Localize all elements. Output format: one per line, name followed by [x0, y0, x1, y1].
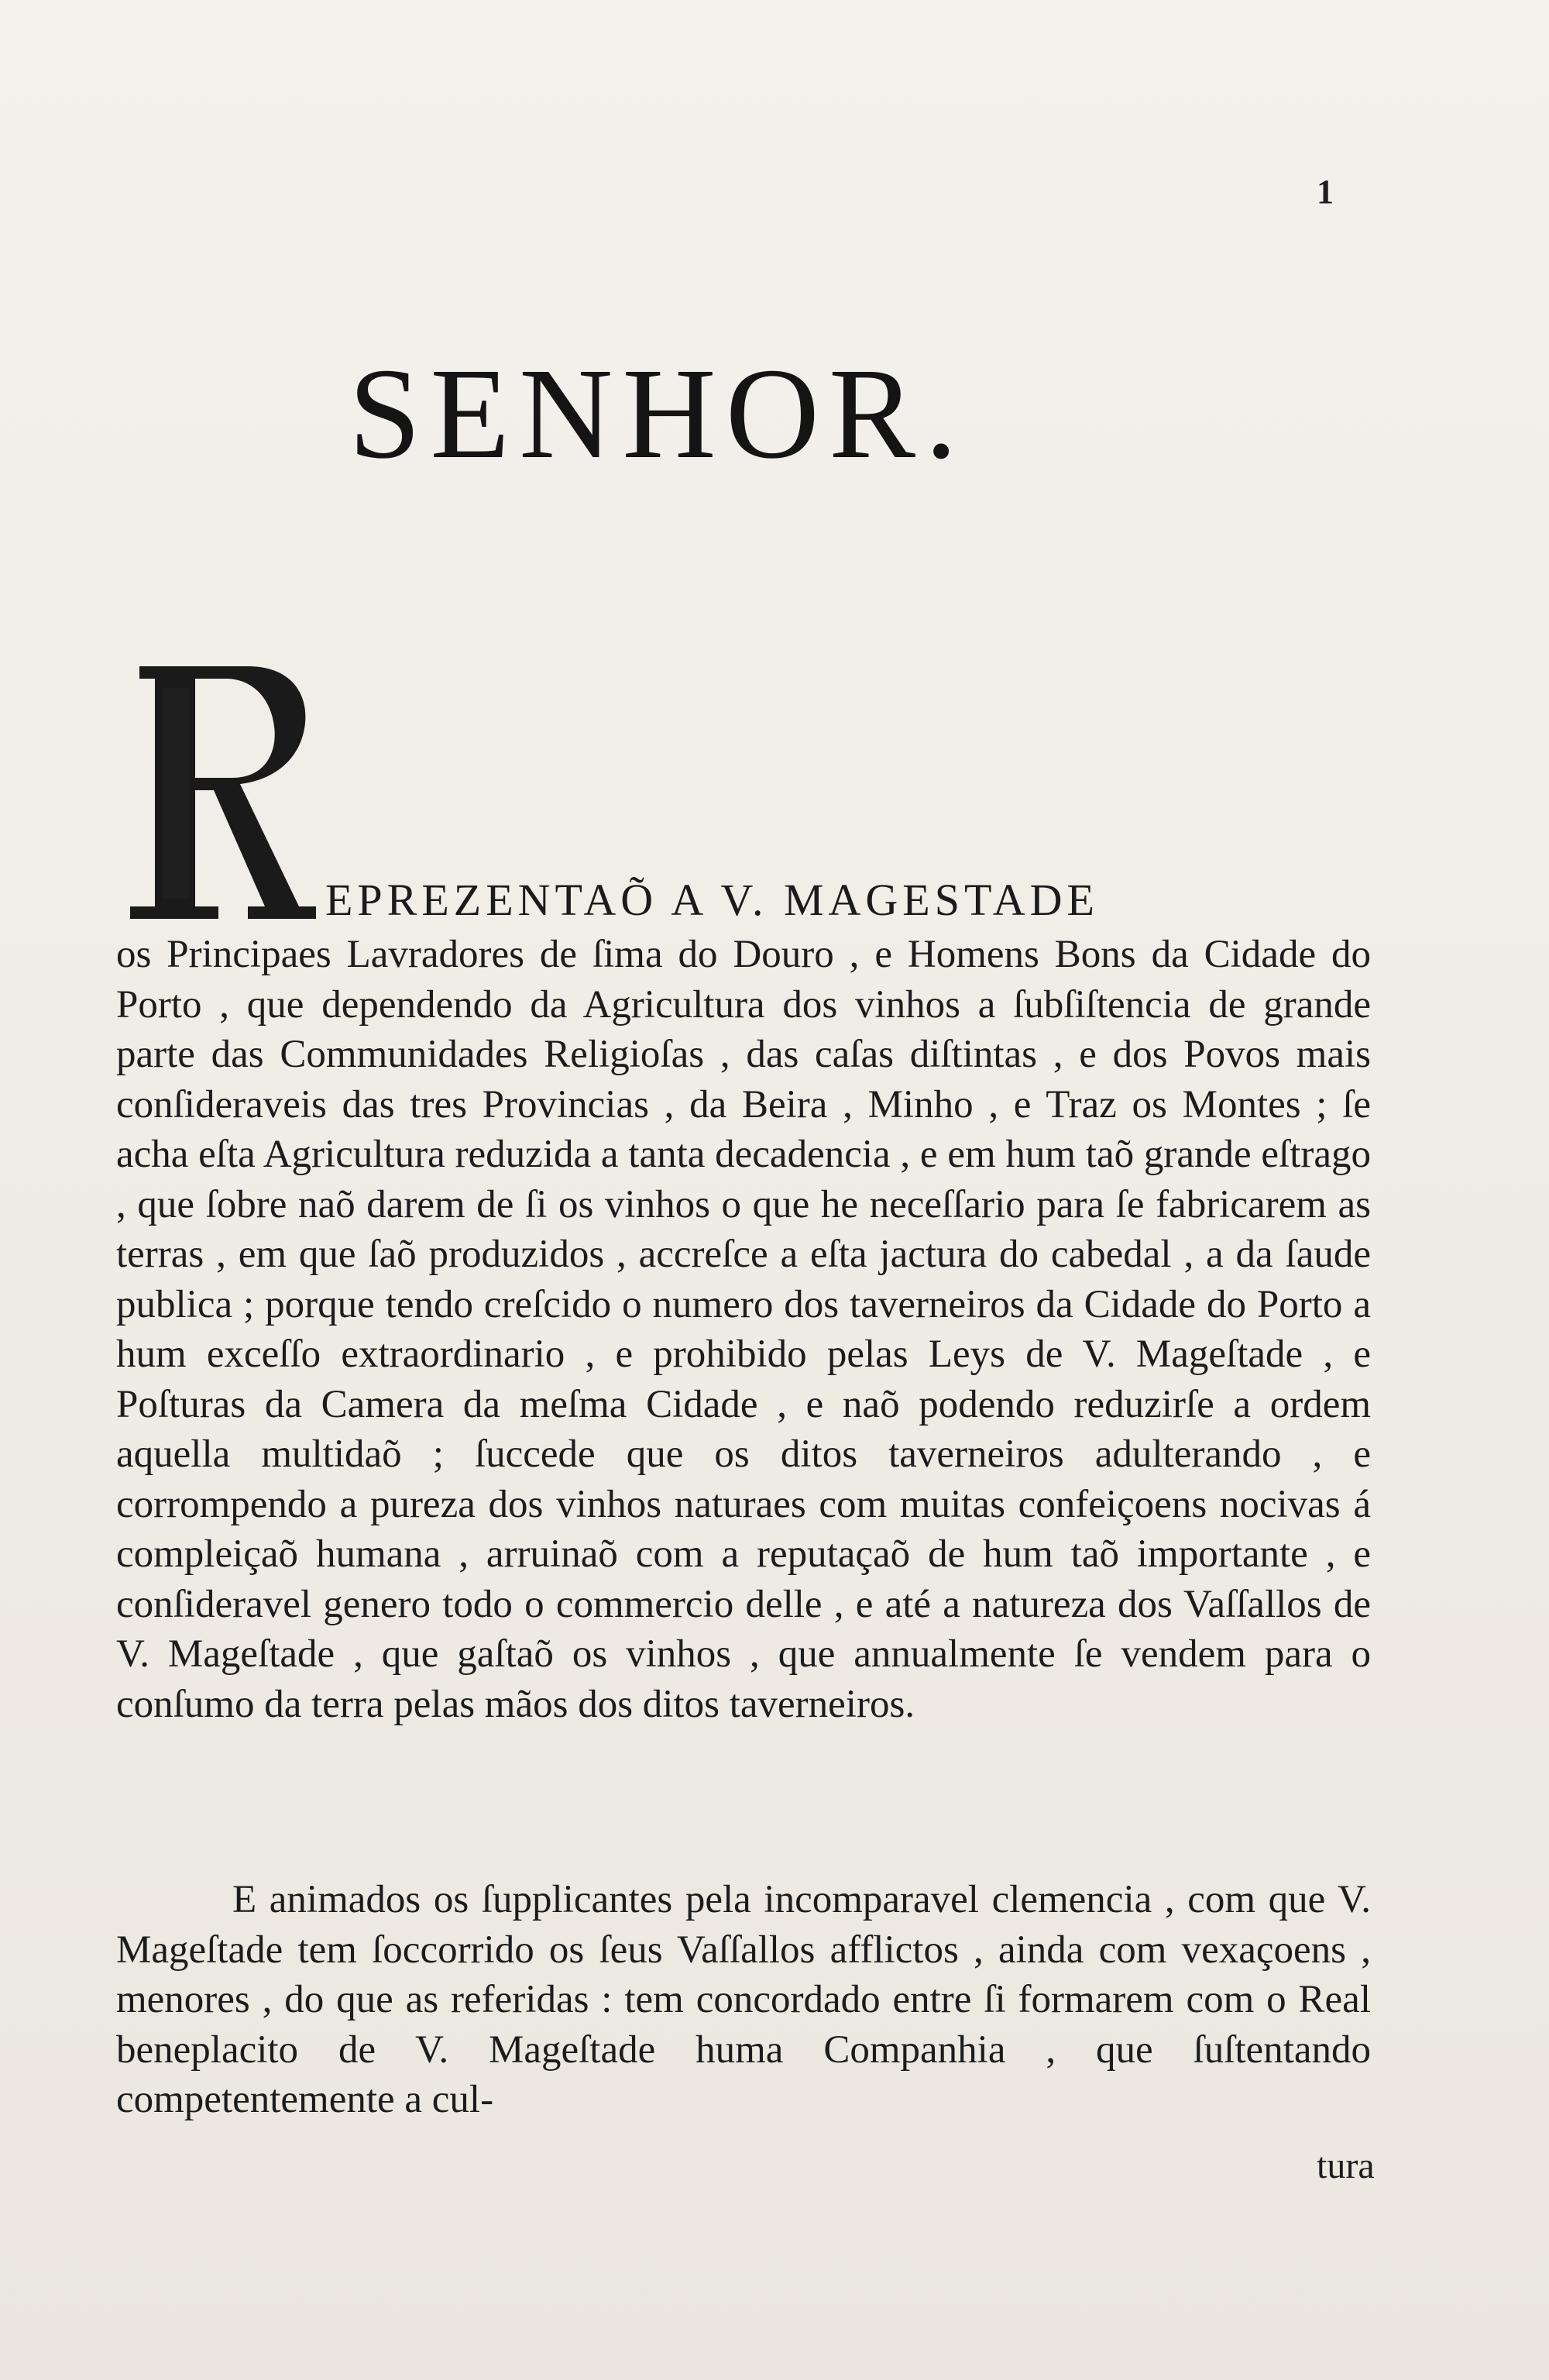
page-number: 1 — [1317, 173, 1334, 211]
decorative-drop-cap — [124, 651, 318, 922]
catchword: tura — [1317, 2145, 1375, 2186]
body-paragraph-1: os Principaes Lavradores de ſima do Douro , e Homens Bons da Cidade do Porto , que dependendo da Agricultura dos vinhos a ſubſiſtencia de grande parte das Communidades Religioſas , das caſas diſtintas , e dos Povos mais conſideraveis das tres Provincias , da Beira , Minho , e Traz os Montes ; ſe acha eſta Agricultura reduzida a tanta decadencia , e em hum taõ grande eſtrago , que ſobre naõ darem de ſi os vinhos o que he neceſſario para ſe fabricarem as terras , em que ſaõ produzidos , accreſce a eſta jactura do cabedal , a da ſaude publica ; porque tendo creſcido o numero dos taverneiros da Cidade do Porto a hum exceſſo extraordinario , e prohibido pelas Leys de V. Mageſtade , e Poſturas da Camera da meſma Cidade , e naõ podendo reduzirſe a ordem aquella multidaõ ; ſuccede que os ditos taverneiros adulterando , e corrompendo a pureza dos vinhos naturaes com muitas confeiçoens nocivas á compleiçaõ humana , arruinaõ com a reputaçaõ de hum taõ importante , e conſideravel genero todo o commercio delle , e até a natureza dos Vaſſallos de V. Mageſtade , que gaſtaõ os vinhos , que annualmente ſe vendem para o conſumo da terra pelas mãos dos ditos taverneiros. — [116, 933, 1371, 1726]
page-heading: SENHOR. — [349, 342, 967, 486]
body-paragraph-2: E animados os ſupplicantes pela incomparavel clemencia , com que V. Mageſtade tem ſoccorrido os ſeus Vaſſallos afflictos , ainda com vexaçoens , menores , do que as referidas : tem concordado entre ſi formarem com o Real beneplacito de V. Mageſtade huma Companhia , que ſuſtentando competentemente a cul- — [116, 1878, 1371, 2121]
opening-line: EPREZENTAÕ A V. MAGESTADE — [325, 875, 1099, 925]
